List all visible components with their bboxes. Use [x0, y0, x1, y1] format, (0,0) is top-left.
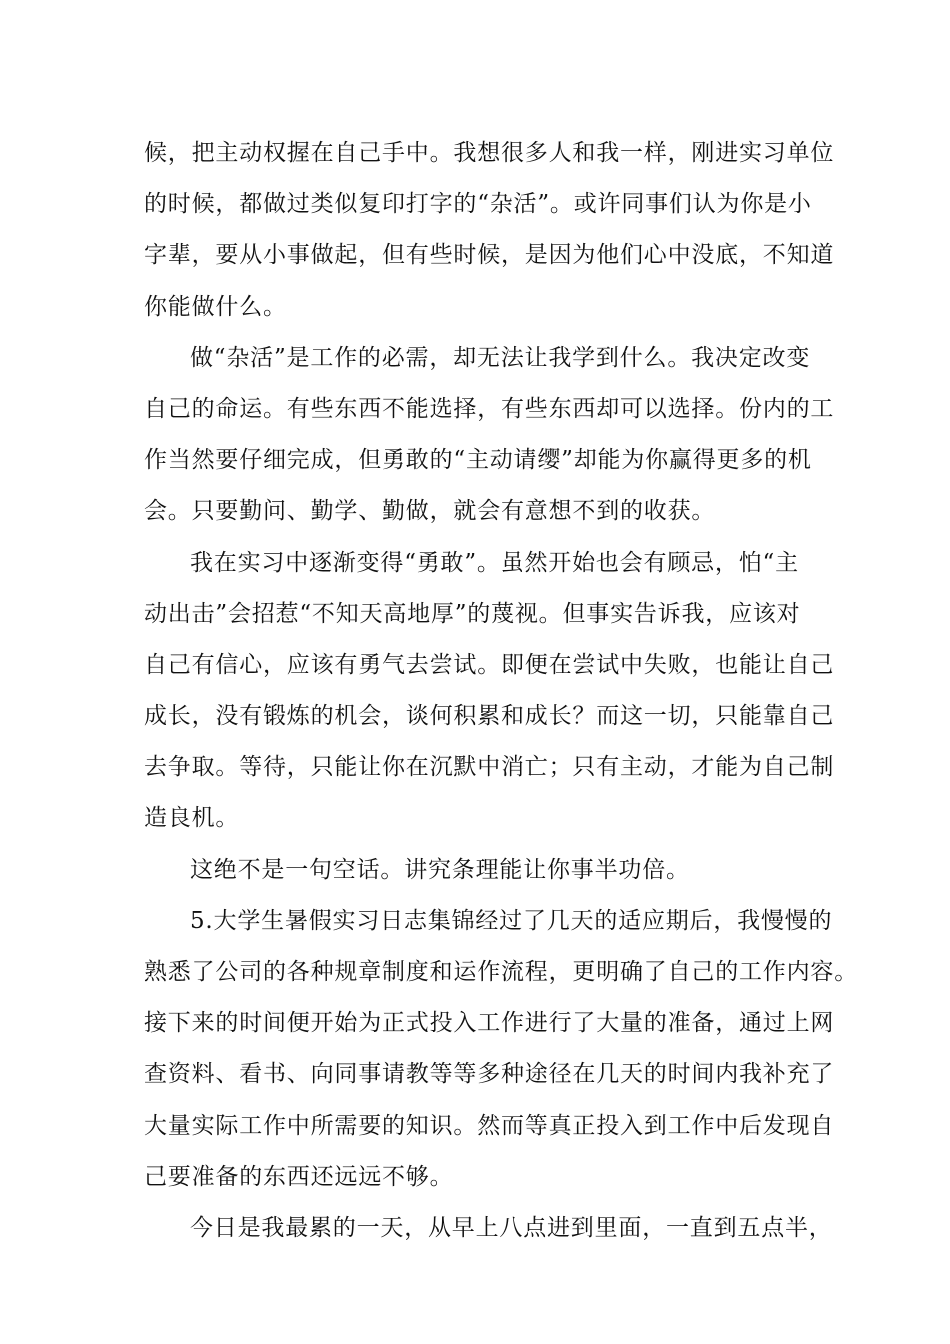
paragraph-5 — [144, 896, 858, 1203]
paragraph-3 — [144, 538, 835, 845]
text-line: 今日是我最累的一天，从早上八点进到里面，一直到五点半， — [190, 1214, 833, 1241]
text-line: 动出击”会招惹“不知天高地厚”的蔑视。但事实告诉我，应该对 — [144, 600, 801, 627]
text-line: 5.大学生暑假实习日志集锦经过了几天的适应期后，我慢慢的 — [190, 907, 833, 934]
paragraph-1 — [144, 128, 835, 333]
text-line: 熟悉了公司的各种规章制度和运作流程，更明确了自己的工作内容。 — [144, 959, 858, 985]
text-line: 自己有信心，应该有勇气去尝试。即便在尝试中失败，也能让自己 — [144, 651, 835, 678]
text-line: 字辈，要从小事做起，但有些时候，是因为他们心中没底，不知道 — [144, 242, 835, 269]
text-line: 成长，没有锻炼的机会，谈何积累和成长？而这一切，只能靠自己 — [144, 703, 835, 730]
text-line: 我在实习中逐渐变得“勇敢”。虽然开始也会有顾忌，怕“主 — [190, 549, 799, 576]
text-line: 做“杂活”是工作的必需，却无法让我学到什么。我决定改变 — [190, 344, 811, 371]
text-line: 你能做什么。 — [144, 293, 287, 320]
paragraph-4 — [144, 845, 814, 896]
text-line: 的时候，都做过类似复印打字的“杂活”。或许同事们认为你是小 — [144, 191, 812, 218]
text-line: 造良机。 — [144, 805, 240, 832]
text-line: 去争取。等待，只能让你在沉默中消亡；只有主动，才能为自己制 — [144, 754, 835, 781]
paragraph-2 — [144, 333, 835, 538]
text-line: 自己的命运。有些东西不能选择，有些东西却可以选择。份内的工 — [144, 395, 835, 422]
text-line: 查资料、看书、向同事请教等等多种途径在几天的时间内我补充了 — [144, 1061, 835, 1088]
document-body — [144, 128, 858, 1254]
text-line: 作当然要仔细完成，但勇敢的“主动请缨”却能为你赢得更多的机 — [144, 447, 812, 474]
text-line: 候，把主动权握在自己手中。我想很多人和我一样，刚进实习单位 — [144, 140, 835, 166]
paragraph-6 — [144, 1203, 833, 1254]
text-line: 这绝不是一句空话。讲究条理能让你事半功倍。 — [190, 856, 690, 883]
text-line: 己要准备的东西还远远不够。 — [144, 1163, 454, 1190]
text-line: 会。只要勤问、勤学、勤做，就会有意想不到的收获。 — [144, 498, 716, 525]
text-line: 接下来的时间便开始为正式投入工作进行了大量的准备，通过上网 — [144, 1010, 835, 1037]
text-line: 大量实际工作中所需要的知识。然而等真正投入到工作中后发现自 — [144, 1112, 835, 1139]
